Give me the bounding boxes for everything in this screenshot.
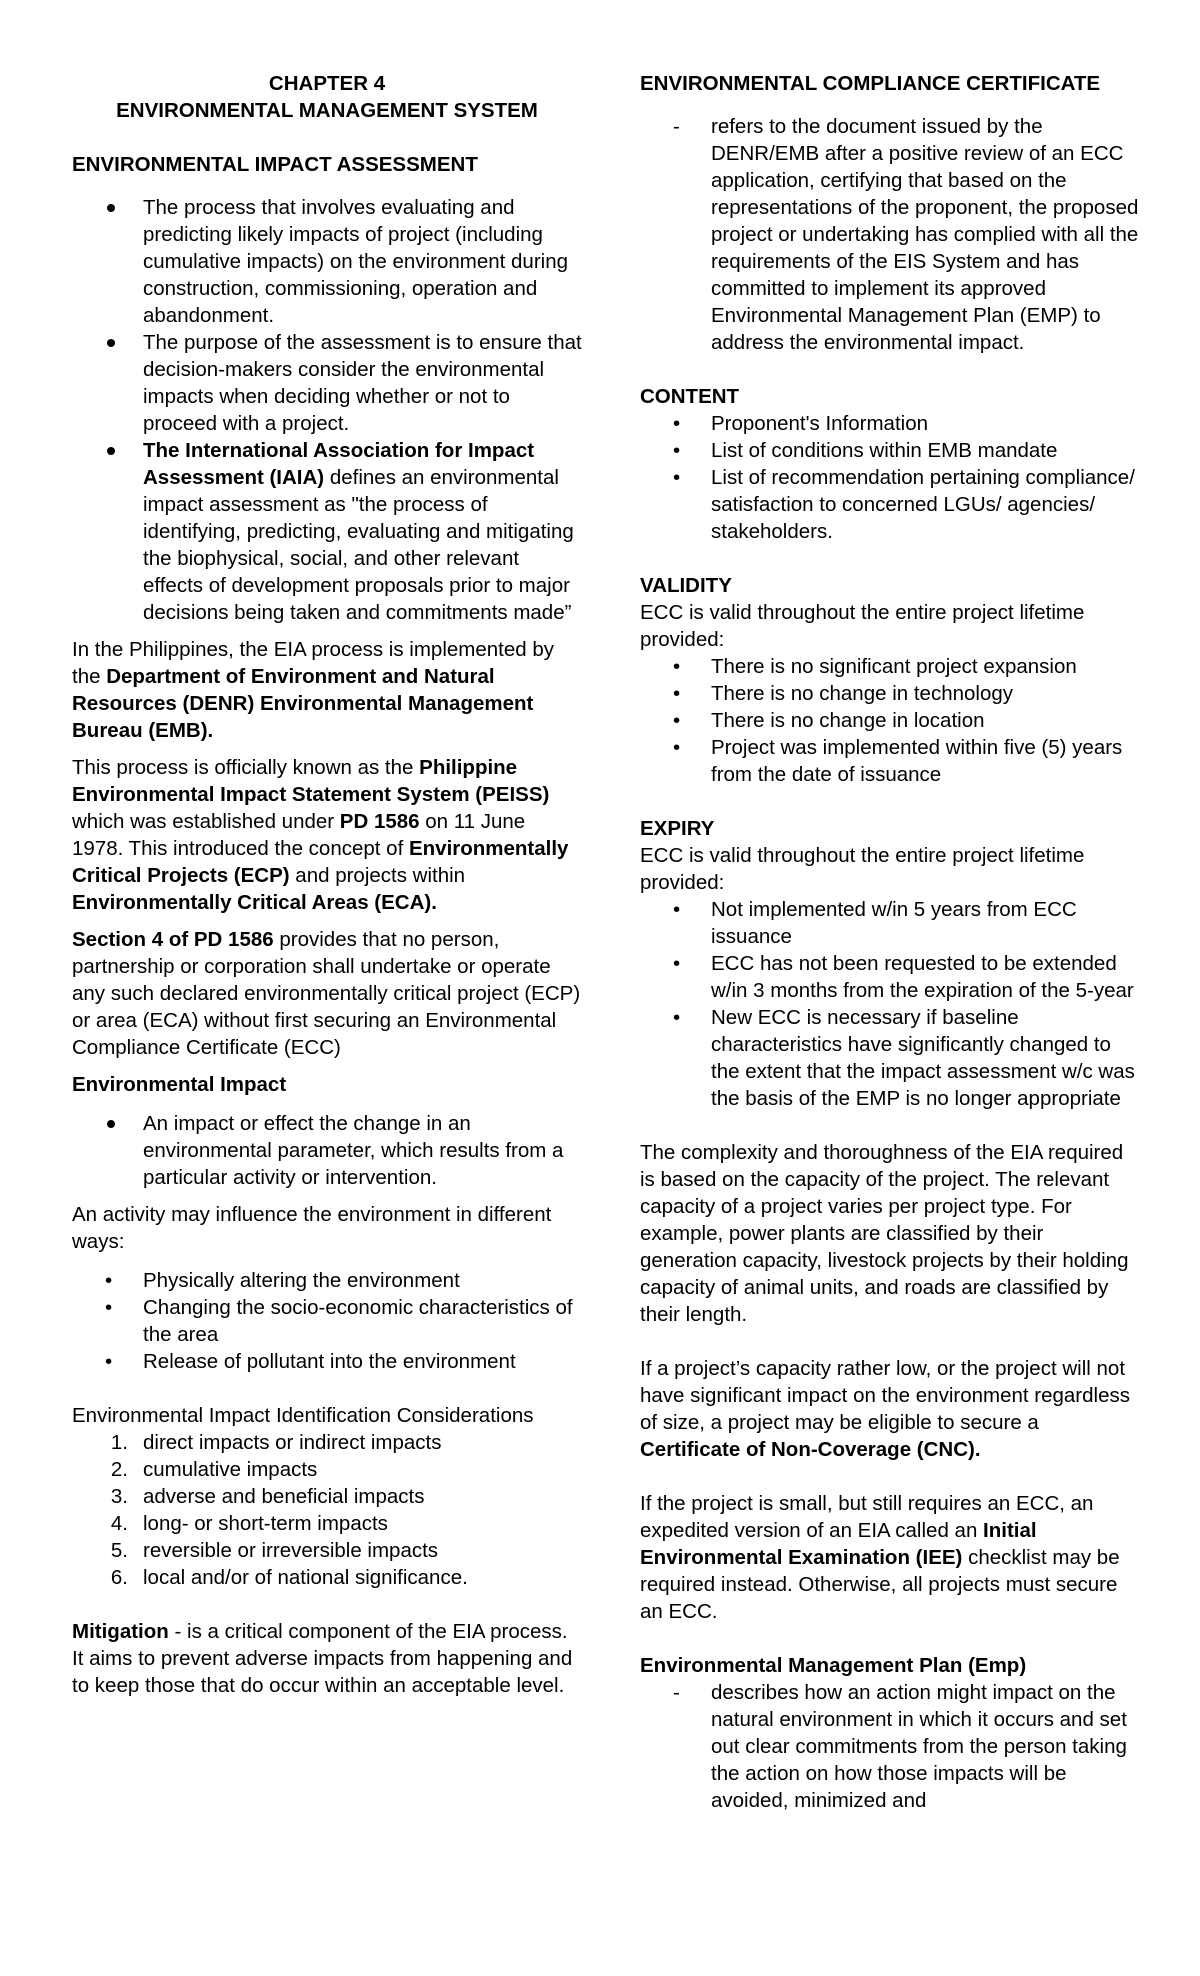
list-item: • Changing the socio-economic characteristics of the area bbox=[105, 1296, 573, 1346]
iee-paragraph: If the project is small, but still requires an ECC, an expedited version of an EIA called an Initial Environmental Examination (IEE) checklist may be required instead. Otherwise, all projects must secure an ECC. bbox=[640, 1492, 1120, 1623]
mitigation-paragraph: Mitigation - is a critical component of the EIA process. It aims to prevent adverse impacts from happening and to keep those that do occur within an acceptable level. bbox=[72, 1620, 573, 1697]
bullet-icon: • bbox=[673, 1006, 681, 1029]
content-list bbox=[640, 410, 1140, 545]
list-item: • List of conditions within EMB mandate bbox=[673, 439, 1058, 462]
bullet-icon: • bbox=[673, 655, 681, 678]
chapter-number: CHAPTER 4 bbox=[268, 72, 386, 95]
list-item: • There is no change in location bbox=[673, 709, 985, 732]
eia-heading: ENVIRONMENTAL IMPACT ASSESSMENT bbox=[72, 153, 478, 176]
bullet-icon: • bbox=[105, 1269, 113, 1292]
eia-bullet-list bbox=[72, 194, 582, 626]
activity-list bbox=[72, 1267, 582, 1375]
list-item: • There is no significant project expansion bbox=[673, 655, 1077, 678]
activity-intro: An activity may influence the environment in different ways: bbox=[72, 1203, 552, 1253]
bullet-icon bbox=[107, 1120, 115, 1128]
bullet-icon: • bbox=[105, 1350, 113, 1373]
considerations-title: Environmental Impact Identification Considerations bbox=[72, 1404, 534, 1427]
bullet-icon bbox=[107, 339, 115, 347]
complexity-paragraph: The complexity and thoroughness of the EIA required is based on the capacity of the project. The relevant capacity of a project varies per project type. For example, power plants are classified by their generation capacity, livestock projects by their holding capacity of animal units, and roads are classified by their length. bbox=[640, 1141, 1129, 1326]
list-item: 5. reversible or irreversible impacts bbox=[110, 1539, 439, 1562]
validity-heading: VALIDITY bbox=[640, 574, 732, 597]
list-item: • New ECC is necessary if baseline characteristics have significantly changed to the extent that the impact assessment w/c was the basis of the EMP is no longer appropriate bbox=[673, 1006, 1135, 1110]
emp-definition: - describes how an action might impact on the natural environment in which it occurs and set out clear commitments from the person taking the action on how those impacts will be avoided, minimized and bbox=[673, 1681, 1127, 1812]
eia-bullet-process: The process that involves evaluating and predicting likely impacts of project (including cumulative impacts) on the environment during construction, commissioning, operation and abandonment. bbox=[72, 194, 582, 329]
list-item: 1. direct impacts or indirect impacts bbox=[110, 1431, 442, 1454]
bullet-icon: • bbox=[673, 439, 681, 462]
validity-intro: ECC is valid throughout the entire project lifetime provided: bbox=[640, 601, 1085, 651]
bullet-icon: • bbox=[673, 466, 681, 489]
bullet-icon: • bbox=[673, 736, 681, 759]
impact-bullet: An impact or effect the change in an environmental parameter, which results from a particular activity or intervention. bbox=[72, 1110, 582, 1191]
list-item: • Not implemented w/in 5 years from ECC issuance bbox=[673, 898, 1077, 948]
philippines-paragraph: In the Philippines, the EIA process is implemented by the Department of Environment and Natural Resources (DENR) Environmental Management Bureau (EMB). bbox=[72, 638, 555, 742]
bullet-icon: • bbox=[673, 709, 681, 732]
environmental-impact-heading: Environmental Impact bbox=[72, 1073, 287, 1096]
bullet-icon: • bbox=[673, 952, 681, 975]
right-column bbox=[640, 70, 1140, 1814]
list-item: • ECC has not been requested to be extended w/in 3 months from the expiration of the 5-year bbox=[673, 952, 1134, 1002]
validity-list bbox=[640, 653, 1140, 788]
dash-icon: - bbox=[673, 115, 680, 138]
eia-bullet-iaia: The International Association for Impact Assessment (IAIA) defines an environmental impact assessment as "the process of identifying, predicting, evaluating and mitigating the biophysical, social, and other relevant effects of development proposals prior to major decisions being taken and commitments made” bbox=[72, 437, 582, 626]
list-item: • Project was implemented within five (5) years from the date of issuance bbox=[673, 736, 1123, 786]
chapter-title: ENVIRONMENTAL MANAGEMENT SYSTEM bbox=[116, 99, 538, 122]
ecc-definition: - refers to the document issued by the DENR/EMB after a positive review of an ECC application, certifying that based on the representations of the proponent, the proposed project or undertaking has complied with all the requirements of the EIS System and has committed to implement its approved Environmental Management Plan (EMP) to address the environmental impact. bbox=[673, 115, 1139, 354]
list-item: • Release of pollutant into the environment bbox=[105, 1350, 516, 1373]
ecc-heading: ENVIRONMENTAL COMPLIANCE CERTIFICATE bbox=[640, 72, 1101, 95]
expiry-list bbox=[640, 896, 1140, 1112]
bullet-icon: • bbox=[673, 412, 681, 435]
list-item: • Physically altering the environment bbox=[105, 1269, 460, 1292]
list-item: • Proponent's Information bbox=[673, 412, 929, 435]
ecc-definition-list bbox=[640, 113, 1140, 356]
list-item: 4. long- or short-term impacts bbox=[110, 1512, 388, 1535]
list-item: • List of recommendation pertaining compliance/ satisfaction to concerned LGUs/ agencies/ stakeholders. bbox=[673, 466, 1135, 543]
considerations-list bbox=[72, 1429, 582, 1591]
expiry-heading: EXPIRY bbox=[640, 817, 715, 840]
emp-definition-list bbox=[640, 1679, 1140, 1814]
list-item: 6. local and/or of national significance. bbox=[110, 1566, 468, 1589]
eia-bullet-purpose: The purpose of the assessment is to ensure that decision-makers consider the environmental impacts when deciding whether or not to proceed with a project. bbox=[72, 329, 582, 437]
list-item: • There is no change in technology bbox=[673, 682, 1014, 705]
left-column bbox=[72, 70, 582, 1699]
section4-paragraph: Section 4 of PD 1586 provides that no person, partnership or corporation shall undertake or operate any such declared environmentally critical project (ECP) or area (ECA) without first securing an Environmental Compliance Certificate (ECC) bbox=[72, 928, 581, 1059]
impact-bullet-list bbox=[72, 1110, 582, 1191]
bullet-icon: • bbox=[673, 898, 681, 921]
expiry-intro: ECC is valid throughout the entire project lifetime provided: bbox=[640, 844, 1085, 894]
cnc-paragraph: If a project’s capacity rather low, or the project will not have significant impact on the environment regardless of size, a project may be eligible to secure a Certificate of Non-Coverage (CNC). bbox=[640, 1357, 1130, 1461]
bullet-icon bbox=[107, 447, 115, 455]
bullet-icon: • bbox=[673, 682, 681, 705]
bullet-icon: • bbox=[105, 1296, 113, 1319]
peiss-paragraph: This process is officially known as the Philippine Environmental Impact Statement System (PEISS) which was established under PD 1586 on 11 June 1978. This introduced the concept of Environmentally Critical Projects (ECP) and projects within Environmentally Critical Areas (ECA). bbox=[72, 756, 569, 914]
list-item: 3. adverse and beneficial impacts bbox=[110, 1485, 425, 1508]
list-item: 2. cumulative impacts bbox=[110, 1458, 318, 1481]
dash-icon: - bbox=[673, 1681, 680, 1704]
content-heading: CONTENT bbox=[640, 385, 740, 408]
bullet-icon bbox=[107, 204, 115, 212]
emp-heading: Environmental Management Plan (Emp) bbox=[640, 1654, 1027, 1677]
